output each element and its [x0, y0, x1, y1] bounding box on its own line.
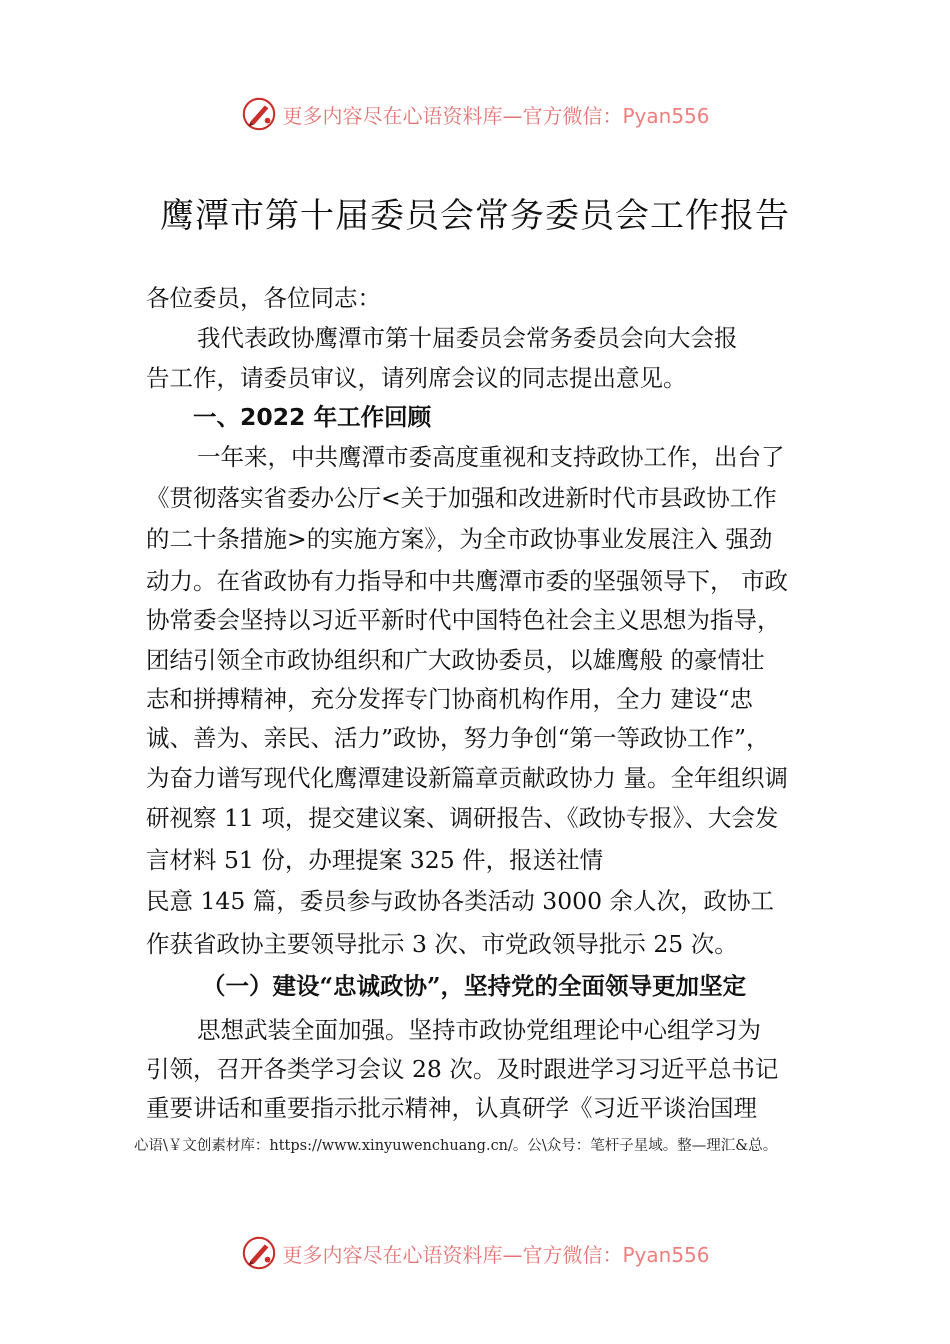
top-watermark	[0, 94, 950, 134]
watermark-text: 更多内容尽在心语资料库—官方微信：Pyan556	[282, 1242, 710, 1267]
paragraph-line: 言材料 51 份，办理提案 325 件，报送社情	[146, 846, 604, 874]
paragraph-line: 作获省政协主要领导批示 3 次、市党政领导批示 25 次。	[146, 930, 738, 958]
pen-logo-icon	[240, 1234, 278, 1272]
paragraph-line: 为奋力谱写现代化鹰潭建设新篇章贡献政协力 量。全年组织调	[146, 764, 788, 792]
paragraph-line: 诚、善为、亲民、活力”政协，努力争创“第一等政协工作”，	[146, 724, 770, 752]
paragraph-line: 协常委会坚持以习近平新时代中国特色社会主义思想为指导，	[146, 606, 781, 634]
paragraph-line: 动力。在省政协有力指导和中共鹰潭市委的坚强领导下， 市政	[146, 567, 788, 595]
paragraph-line: 的二十条措施>的实施方案》，为全市政协事业发展注入 强劲	[146, 525, 773, 553]
paragraph-line: 研视察 11 项，提交建议案、调研报告、《政协专报》、大会发	[146, 804, 779, 832]
footer-note: 心语\￥文创素材库：https://www.xinyuwenchuang.cn/。公\众号：笔杆子星域。整—理汇&总。	[134, 1138, 778, 1154]
paragraph-line: 我代表政协鹰潭市第十届委员会常务委员会向大会报	[197, 324, 738, 352]
bottom-watermark	[0, 1233, 950, 1273]
paragraph-line: 团结引领全市政协组织和广大政协委员，以雄鹰般 的豪情壮	[146, 646, 765, 674]
paragraph-line: 思想武装全面加强。坚持市政协党组理论中心组学习为	[197, 1016, 761, 1044]
subsection-heading: （一）建设“忠诚政协”，坚持党的全面领导更加坚定	[202, 972, 747, 1000]
paragraph-line: 告工作，请委员审议，请列席会议的同志提出意见。	[146, 364, 687, 392]
paragraph-line: 一年来，中共鹰潭市委高度重视和支持政协工作，出台了	[197, 443, 785, 471]
paragraph-line: 重要讲话和重要指示批示精神，认真研学《习近平谈治国理	[146, 1094, 757, 1122]
watermark-handle: Pyan556	[622, 103, 710, 128]
paragraph-line: 《贯彻落实省委办公厅<关于加强和改进新时代市县政协工作	[146, 484, 777, 512]
paragraph-line: 民意 145 篇，委员参与政协各类活动 3000 余人次，政协工	[146, 887, 775, 915]
salutation: 各位委员，各位同志：	[146, 284, 381, 312]
paragraph-line: 志和拼搏精神，充分发挥专门协商机构作用，全力 建设“忠	[146, 685, 753, 713]
document-title: 鹰潭市第十届委员会常务委员会工作报告	[160, 196, 790, 236]
watermark-handle: Pyan556	[622, 1242, 710, 1267]
section-heading: 一、2022 年工作回顾	[193, 403, 432, 431]
paragraph-line: 引领，召开各类学习会议 28 次。及时跟进学习习近平总书记	[146, 1055, 779, 1083]
watermark-text: 更多内容尽在心语资料库—官方微信：Pyan556	[282, 103, 710, 128]
pen-logo-icon	[240, 95, 278, 133]
